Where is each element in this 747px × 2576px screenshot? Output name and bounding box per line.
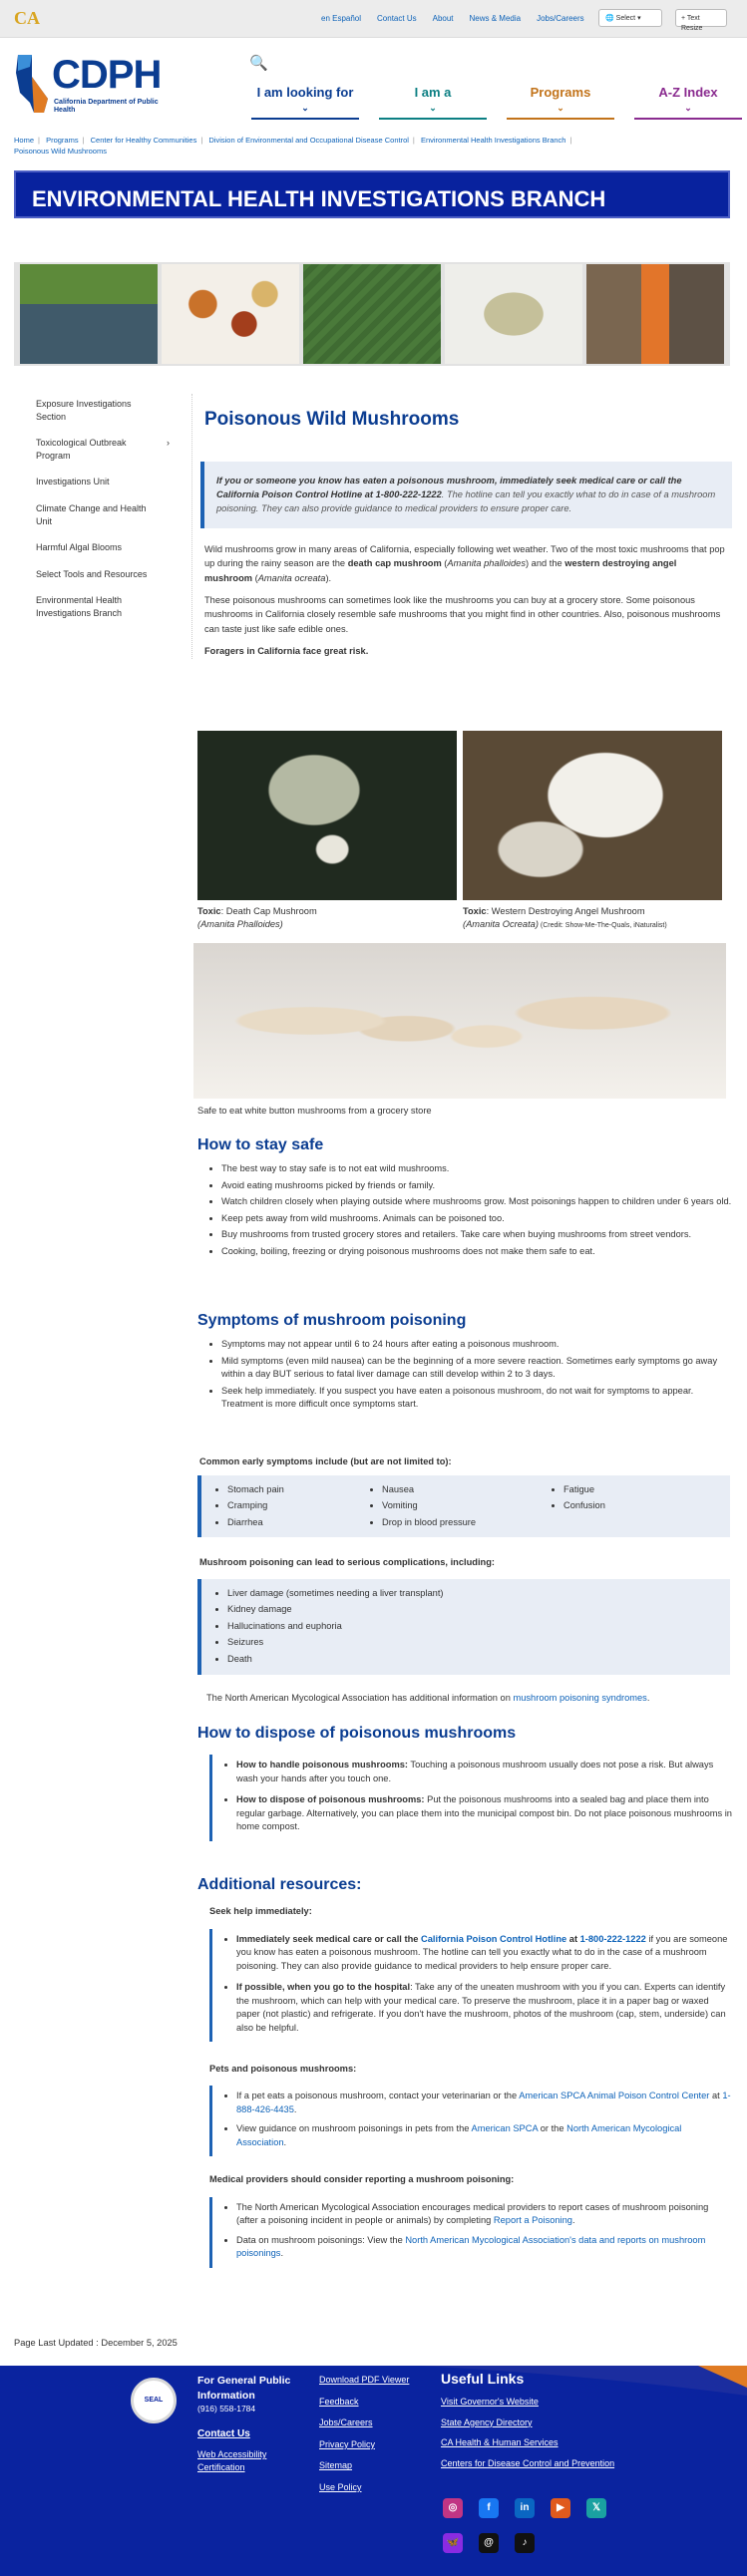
list-item: • Fatigue — [563, 1483, 697, 1496]
report-title: Medical providers should consider reporting a mushroom poisoning: — [209, 2174, 515, 2185]
alert-box: If you or someone you know has eaten a poisonous mushroom, immediately seek medical care or call the California Poison Control Hotline at 1-800-222-1222. The hotline can tell you exactly what to do in case of a mushroom poisoning. They can also provide guidance to medical providers to ensure proper care. — [200, 462, 732, 528]
stay-safe-section — [191, 1134, 732, 1261]
pets-title: Pets and poisonous mushrooms: — [209, 2064, 357, 2075]
foragers-text: Foragers in California face great risk. — [204, 646, 369, 657]
destroying-angel-caption: Toxic: Western Destroying Angel Mushroom (Amanita Ocreata) (Credit: Show-Me-The-Quals, iNaturalist) — [463, 906, 667, 930]
poison-hotline-link[interactable]: California Poison Control Hotline — [216, 489, 363, 499]
footer-link[interactable]: Feedback — [319, 2396, 359, 2407]
page-banner: ENVIRONMENTAL HEALTH INVESTIGATIONS BRANCH — [14, 170, 730, 218]
text-resize-button[interactable]: + Text Resize — [675, 9, 727, 27]
crumb-current[interactable]: Poisonous Wild Mushrooms — [14, 146, 107, 156]
useful-link[interactable]: Visit Governor's Website — [441, 2397, 539, 2407]
symptoms-section — [191, 1310, 732, 1415]
list-item: • How to handle poisonous mushrooms: Touching a poisonous mushroom usually does not pose a risk. But always wash your hands after you touch one. — [236, 1759, 732, 1785]
linkedin-icon[interactable]: in — [515, 2498, 535, 2518]
last-updated: Page Last Updated : December 5, 2025 — [14, 2338, 178, 2348]
hotline-phone-link[interactable]: 1-800-222-1222 — [579, 1933, 646, 1944]
list-item: • Diarrhea — [227, 1516, 366, 1529]
sidebar-item-ehib[interactable]: Environmental Health Investigations Branch — [36, 595, 123, 618]
nav-looking-for[interactable]: I am looking for ⌄ — [251, 84, 359, 120]
image-supplements — [445, 264, 582, 364]
chevron-down-icon: ⌄ — [684, 103, 692, 114]
early-symptoms-title: Common early symptoms include (but are not limited to): — [199, 1456, 452, 1466]
list-item: • View guidance on mushroom poisonings in pets from the American SPCA or the North American Mycological Association. — [236, 2122, 732, 2149]
list-item: • Kidney damage — [227, 1603, 730, 1616]
header-image-strip — [14, 262, 730, 366]
complications-box — [197, 1579, 730, 1675]
useful-links — [441, 2396, 614, 2469]
list-item: • If possible, when you go to the hospital: Take any of the uneaten mushroom with you if you can. Experts can identify the mushroom, which can help with your medical care. To preserve the mushroom, place it in a paper bag or waxed paper (not plastic) and refrigerate. If you don't have the mushroom, photos of the mushroom (cap, stem, underside) can also be helpful. — [236, 1981, 732, 2035]
list-item: • Nausea — [382, 1483, 548, 1496]
nav-i-am-a[interactable]: I am a ⌄ — [379, 84, 487, 120]
footer-info-title: For General Public Information — [197, 2375, 291, 2402]
image-crop-duster — [303, 264, 441, 364]
nama-data-link[interactable]: North American Mycological Association's data and reports on mushroom poisonings — [236, 2234, 706, 2259]
stay-safe-heading: How to stay safe — [197, 1136, 324, 1153]
chevron-down-icon: ⌄ — [557, 103, 564, 114]
search-icon[interactable]: 🔍 — [249, 55, 268, 72]
dispose-heading: How to dispose of poisonous mushrooms — [197, 1725, 517, 1742]
image-spices — [162, 264, 299, 364]
aspca-phone-link[interactable]: 1-888-426-4435 — [236, 2091, 731, 2114]
list-item: • Vomiting — [382, 1499, 548, 1512]
report-poisoning-link[interactable]: Report a Poisoning — [493, 2215, 572, 2226]
list-item: • If a pet eats a poisonous mushroom, contact your veterinarian or the American SPCA Animal Poison Control Center at 1-888-426-4435. — [236, 2090, 732, 2116]
footer-link[interactable]: Download PDF Viewer — [319, 2375, 410, 2385]
nama-guidance-link[interactable]: North American Mycological Association — [236, 2123, 682, 2147]
utility-links — [321, 13, 584, 24]
link-espanol[interactable]: en Español — [321, 14, 362, 23]
symptoms-heading: Symptoms of mushroom poisoning — [197, 1312, 467, 1329]
page-title: Poisonous Wild Mushrooms — [204, 409, 460, 430]
breadcrumb: Home | Programs | Center for Healthy Communities | Division of Environmental and Occupational Disease Control | Environmental Health Investigations Branch | Poisonous Wild Mushrooms — [14, 136, 572, 156]
list-item: • Death — [227, 1653, 730, 1666]
link-contact[interactable]: Contact Us — [377, 14, 417, 23]
sidebar-item-climate[interactable]: Climate Change and Health Unit — [36, 502, 147, 526]
useful-links-title: Useful Links — [441, 2371, 525, 2387]
aspca-link[interactable]: American SPCA Animal Poison Control Center — [519, 2091, 710, 2101]
x-icon[interactable]: 𝕏 — [586, 2498, 606, 2518]
globe-icon: 🌐 — [605, 15, 616, 22]
chevron-down-icon: ⌄ — [301, 103, 309, 114]
list-item: • Cooking, boiling, freezing or drying poisonous mushrooms does not make them safe to eat. — [221, 1245, 732, 1258]
syndromes-link[interactable]: mushroom poisoning syndromes — [513, 1693, 647, 1703]
useful-link[interactable]: State Agency Directory — [441, 2416, 533, 2427]
list-item: • Confusion — [563, 1499, 697, 1512]
hotline-phone-link[interactable]: 1-800-222-1222 — [375, 489, 442, 499]
chevron-down-icon: ⌄ — [429, 103, 437, 114]
list-item: • Drop in blood pressure — [382, 1516, 548, 1529]
sidebar-item-algal[interactable]: Harmful Algal Blooms — [36, 542, 123, 553]
sidebar — [14, 394, 180, 630]
list-item: • Seizures — [227, 1636, 730, 1649]
link-about[interactable]: About — [432, 14, 454, 23]
crumb-programs[interactable]: Programs — [46, 136, 79, 145]
main-content — [191, 394, 732, 659]
footer-accessibility-link[interactable]: Web Accessibility Certification — [197, 2449, 267, 2472]
list-item: • Mild symptoms (even mild nausea) can be the beginning of a more severe reaction. Sometimes early symptoms go away within a day BUT serious to fatal liver damage can still develop within 2 to 3 days. — [221, 1355, 732, 1382]
list-item: • The best way to stay safe is to not eat wild mushrooms. — [221, 1162, 732, 1175]
nav-programs[interactable]: Programs ⌄ — [507, 84, 614, 120]
sidebar-item-toxicological[interactable]: Toxicological Outbreak Program › — [36, 438, 170, 461]
tiktok-icon[interactable]: ♪ — [515, 2533, 535, 2553]
death-cap-caption: Toxic: Death Cap Mushroom (Amanita Phalloides) — [197, 906, 317, 930]
complications-title: Mushroom poisoning can lead to serious complications, including: — [199, 1557, 495, 1567]
footer-link[interactable]: Use Policy — [319, 2481, 362, 2492]
translate-select[interactable]: 🌐 Select ▾ — [598, 9, 662, 27]
ca-gov-logo[interactable]: CA — [14, 8, 40, 28]
link-news[interactable]: News & Media — [469, 14, 522, 23]
footer-links — [319, 2374, 409, 2494]
button-mushrooms-photo — [193, 943, 726, 1099]
list-item: • Immediately seek medical care or call the California Poison Control Hotline at 1-800-222-1222 if you are someone you know has eaten a poisonous mushroom. The hotline can tell you exactly what to do in the case of a mushroom poisoning. They can also provide guidance to medical providers to help ensure proper care. — [236, 1933, 732, 1973]
image-soil-worker — [586, 264, 724, 364]
dispose-section — [191, 1723, 732, 1841]
utility-bar — [0, 0, 747, 38]
intro-paragraph: Wild mushrooms grow in many areas of California, especially following wet weather. Two of the most toxic mushrooms that pop up during the rainy season are the death cap mushroom (Amanita phalloides) and the western destroying angel mushroom (Amanita ocreata). — [204, 543, 725, 583]
footer-link[interactable]: Sitemap — [319, 2460, 353, 2471]
crumb-division[interactable]: Division of Environmental and Occupational Disease Control — [208, 136, 409, 145]
footer-link[interactable]: Jobs/Careers — [319, 2417, 373, 2428]
list-item: • Watch children closely when playing outside where mushrooms grow. Most poisonings happen to children under 6 years old. — [221, 1195, 732, 1208]
image-water-sampling — [20, 264, 158, 364]
link-jobs[interactable]: Jobs/Careers — [537, 14, 584, 23]
additional-resources-section — [191, 1874, 732, 2268]
aspca-guidance-link[interactable]: American SPCA — [471, 2123, 539, 2134]
list-item: • Avoid eating mushrooms picked by friends or family. — [221, 1179, 732, 1192]
main-nav — [251, 84, 742, 120]
sidebar-item-exposure[interactable]: Exposure Investigations Section — [36, 399, 132, 422]
early-symptoms-box — [197, 1475, 730, 1537]
cdph-logo[interactable]: CDPH California Department of Public Health — [14, 53, 164, 123]
sidebar-item-tools[interactable]: Select Tools and Resources — [36, 568, 148, 579]
facebook-icon[interactable]: f — [479, 2498, 499, 2518]
button-mushroom-caption: Safe to eat white button mushrooms from a grocery store — [197, 1106, 432, 1116]
footer-phone: (916) 558-1784 — [197, 2404, 256, 2414]
list-item: • Cramping — [227, 1499, 366, 1512]
list-item: • Stomach pain — [227, 1483, 366, 1496]
sidebar-item-investigations[interactable]: Investigations Unit — [36, 477, 110, 487]
crumb-home[interactable]: Home — [14, 136, 35, 145]
useful-link[interactable]: Centers for Disease Control and Prevention — [441, 2457, 615, 2468]
california-map-icon — [14, 53, 52, 119]
nav-az-index[interactable]: A-Z Index ⌄ — [634, 84, 742, 120]
youtube-icon[interactable]: ▶ — [551, 2498, 570, 2518]
list-item: • Hallucinations and euphoria — [227, 1620, 730, 1633]
footer-link[interactable]: Privacy Policy — [319, 2438, 376, 2449]
instagram-icon[interactable]: ◎ — [443, 2498, 463, 2518]
poison-hotline-link[interactable]: California Poison Control Hotline — [421, 1933, 567, 1944]
additional-resources-heading: Additional resources: — [197, 1876, 362, 1893]
bluesky-icon[interactable]: 🦋 — [443, 2533, 463, 2553]
list-item: • The North American Mycological Association encourages medical providers to report cases of mushroom poisoning (after a poisoning incident in people or animals) by completing Report a Poisoning. — [236, 2201, 732, 2228]
destroying-angel-photo — [463, 731, 722, 900]
seal-icon: SEAL — [131, 2378, 177, 2423]
list-item: • Data on mushroom poisonings: View the North American Mycological Association's data and reports on mushroom poisonings. — [236, 2234, 732, 2261]
crumb-chc[interactable]: Center for Healthy Communities — [90, 136, 197, 145]
footer — [0, 2366, 747, 2576]
list-item: • Liver damage (sometimes needing a liver transplant) — [227, 1587, 730, 1600]
seek-help-title: Seek help immediately: — [209, 1906, 312, 1917]
nama-info: The North American Mycological Association has additional information on mushroom poisoning syndromes. — [206, 1693, 650, 1703]
death-cap-photo — [197, 731, 457, 900]
list-item: • Keep pets away from wild mushrooms. Animals can be poisoned too. — [221, 1212, 732, 1225]
lookalike-paragraph: These poisonous mushrooms can sometimes look like the mushrooms you can buy at a grocery store. Some poisonous mushrooms in California closely resemble safe mushrooms that you might find in other countries. Also, poisonous mushrooms can taste just like safe edible ones. — [204, 595, 721, 634]
list-item: • Buy mushrooms from trusted grocery stores and retailers. Take care when buying mushrooms from street vendors. — [221, 1228, 732, 1241]
chevron-right-icon: › — [167, 438, 170, 449]
useful-link[interactable]: CA Health & Human Services — [441, 2437, 559, 2448]
list-item: • Symptoms may not appear until 6 to 24 hours after eating a poisonous mushroom. — [221, 1338, 732, 1351]
threads-icon[interactable]: @ — [479, 2533, 499, 2553]
list-item: • Seek help immediately. If you suspect you have eaten a poisonous mushroom, do not wait for symptoms to appear. Treatment is more difficult once symptoms start. — [221, 1385, 732, 1412]
list-item: • How to dispose of poisonous mushrooms: Put the poisonous mushrooms into a sealed bag and place them into regular garbage. Alternatively, you can place them into the municipal compost bin. Do not place poisonous mushrooms in home compost. — [236, 1793, 732, 1833]
footer-contact-link[interactable]: Contact Us — [197, 2428, 250, 2439]
crumb-ehib[interactable]: Environmental Health Investigations Branch — [420, 136, 566, 145]
